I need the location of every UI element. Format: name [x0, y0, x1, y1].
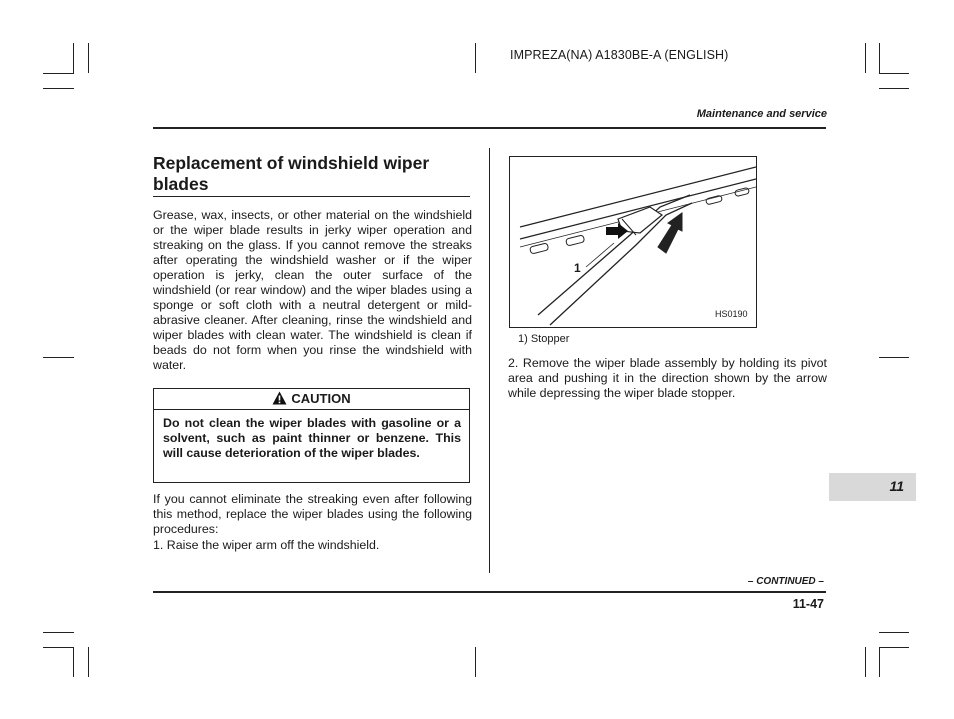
step-1: 1. Raise the wiper arm off the windshield. [153, 538, 380, 552]
figure-code: HS0190 [715, 309, 748, 319]
step-2: 2. Remove the wiper blade assembly by holding its pivot area and pushing it in the direction shown by the arrow while depressing the wiper blade stopper. [508, 356, 827, 400]
intro-paragraph: Grease, wax, insects, or other material on the windshield or the wiper blade results in jerky wiper operation and streaking on the glass. If you cannot remove the streaks after operating the windshield washer or if the wiper operation is jerky, clean the outer surface of the windshield (or rear window) and the wiper blades using a sponge or soft cloth with a neutral detergent or mild-abrasive cleaner. After cleaning, rinse the windshield and wiper blades with clean water. The windshield is clean if beads do not form when you rinse the windshield with water. [153, 208, 472, 372]
caution-text: Do not clean the wiper blades with gasoline or a solvent, such as paint thinner or benzene. This will cause deterioration of the wiper blades. [163, 416, 461, 460]
chapter-number: 11 [889, 478, 904, 494]
wiper-blade-illustration [510, 157, 756, 327]
page-title: Replacement of windshield wiper blades [153, 153, 430, 194]
procedure-intro: If you cannot eliminate the streaking even after following this method, replace the wiper blades using the following procedures: [153, 492, 472, 536]
wiper-figure [509, 156, 757, 328]
document-code: IMPREZA(NA) A1830BE-A (ENGLISH) [510, 48, 729, 62]
stopper-callout: 1 [574, 261, 581, 275]
header-rule [153, 127, 826, 129]
caution-box [153, 388, 470, 483]
caution-label: CAUTION [291, 391, 351, 406]
warning-icon [272, 391, 287, 405]
caution-header [154, 389, 469, 410]
title-underline [153, 196, 470, 197]
figure-caption: 1) Stopper [518, 333, 570, 345]
page-number: 11-47 [792, 597, 824, 611]
continued-note: – CONTINUED – [747, 576, 824, 587]
footer-rule [153, 591, 826, 593]
section-heading: Maintenance and service [696, 108, 827, 120]
column-divider [489, 148, 490, 573]
